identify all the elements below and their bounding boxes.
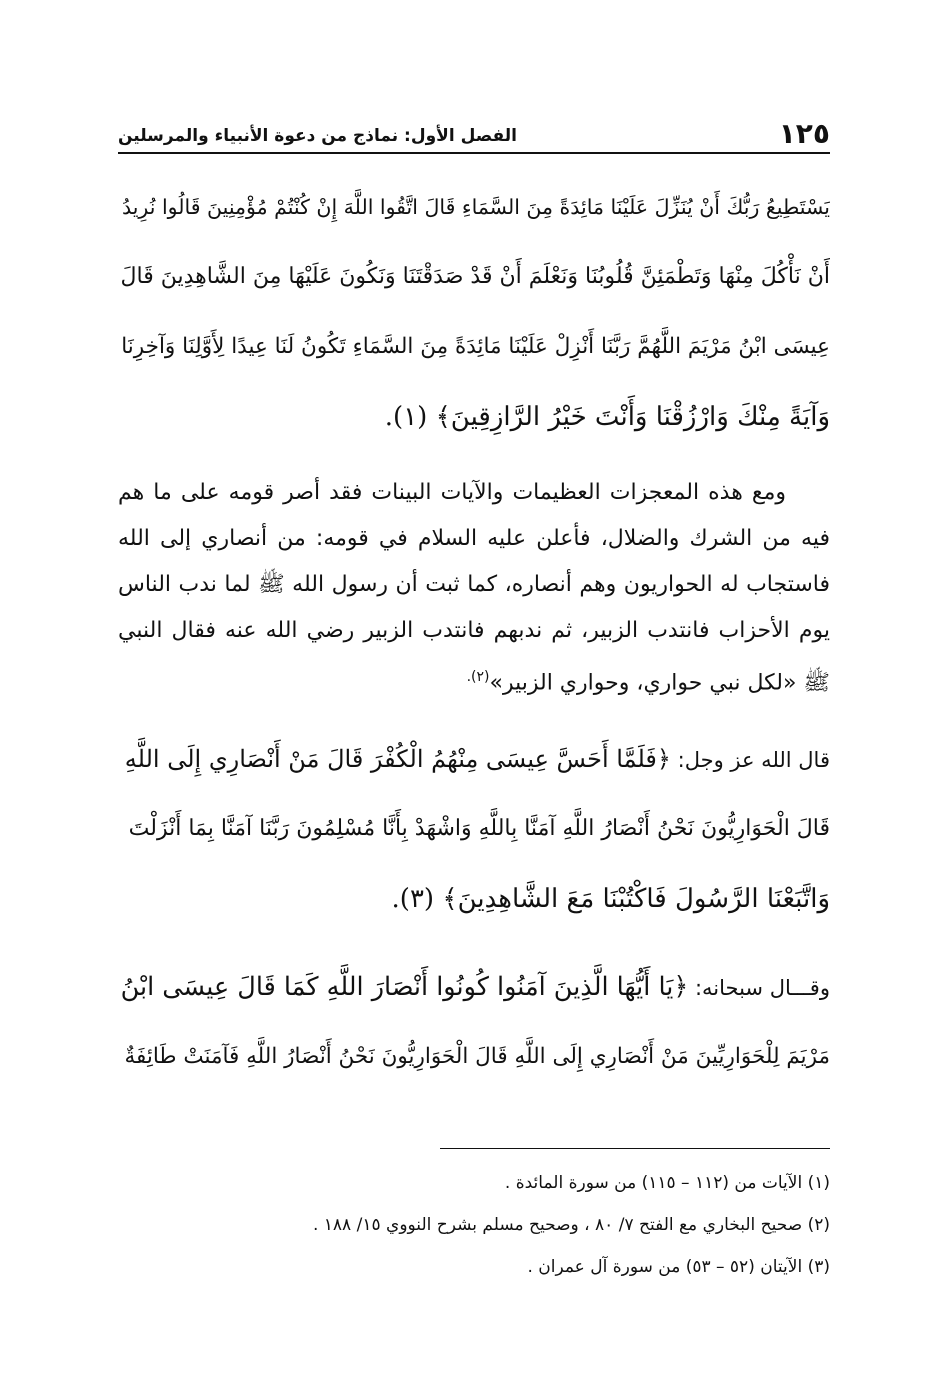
paragraph-text: ومع هذه المعجزات العظيمات والآيات البينات فقد أصر قومه على ما هم فيه من الشرك والضلال، فأعلن عليه السلام في قومه: من أنصاري إلى الله فاستجاب له الحواريون وهم أنصاره، كما ثبت أن رسول الله ﷺ لما ندب الناس يوم الأحزاب فانتدب الزبير، ثم ندبهم فانتدب الزبير رضي الله عنه فقال النبي ﷺ «لكل نبي حواري، وحواري الزبير» — [118, 480, 830, 696]
footnote-separator — [440, 1148, 830, 1149]
footnote-item: (٣) الآيتان (٥٢ – ٥٣) من سورة آل عمران . — [527, 1257, 830, 1277]
quran-line: أَنْ نَأْكُلَ مِنْهَا وَتَطْمَئِنَّ قُلُوبُنَا وَنَعْلَمَ أَنْ قَدْ صَدَقْتَنَا وَنَكُونَ عَلَيْهَا مِنَ الشَّاهِدِينَ قَالَ — [120, 264, 830, 289]
quran-line: مَرْيَمَ لِلْحَوَارِيِّينَ مَنْ أَنْصَارِي إِلَى اللَّهِ قَالَ الْحَوَارِيُّونَ نَحْنُ أَنْصَارُ اللَّهِ فَآمَنَتْ طَائِفَةٌ — [124, 1044, 830, 1070]
running-title: الفصل الأول: نماذج من دعوة الأنبياء والمرسلين — [118, 126, 517, 146]
quran-line: وَآيَةً مِنْكَ وَارْزُقْنَا وَأَنْتَ خَيْرُ الرَّازِقِينَ﴾ (١). — [384, 402, 830, 432]
page-body — [118, 160, 830, 1110]
quran-line: عِيسَى ابْنُ مَرْيَمَ اللَّهُمَّ رَبَّنَا أَنْزِلْ عَلَيْنَا مَائِدَةً مِنَ السَّمَاءِ تَكُونُ لَنَا عِيدًا لِأَوَّلِنَا وَآخِرِنَا — [121, 334, 830, 359]
page-header — [118, 110, 830, 150]
quran-line: قَالَ الْحَوَارِيُّونَ نَحْنُ أَنْصَارُ اللَّهِ آمَنَّا بِاللَّهِ وَاشْهَدْ بِأَنَّا مُسْلِمُونَ رَبَّنَا آمَنَّا بِمَا أَنْزَلْتَ — [128, 816, 830, 842]
quran-block-2 — [118, 724, 830, 934]
footnote-item: (٢) صحيح البخاري مع الفتح ٧/ ٨٠ ، وصحيح مسلم بشرح النووي ١٥/ ١٨٨ . — [312, 1215, 830, 1235]
footnote-ref: (٢). — [466, 669, 490, 685]
quran-text: ﴿فَلَمَّا أَحَسَّ عِيسَى مِنْهُمُ الْكُفْرَ قَالَ مَنْ أَنْصَارِي إِلَى اللَّهِ — [124, 745, 671, 774]
quran-text: ﴿يَا أَيُّهَا الَّذِينَ آمَنُوا كُونُوا أَنْصَارَ اللَّهِ كَمَا قَالَ عِيسَى ابْنُ — [120, 972, 689, 1003]
footnote-item: (١) الآيات من (١١٢ – ١١٥) من سورة المائدة . — [504, 1173, 830, 1193]
quran-line — [118, 724, 830, 794]
header-rule — [118, 152, 830, 154]
quran-intro: وقـــال سبحانه: — [688, 976, 830, 1001]
paragraph-1 — [118, 470, 830, 706]
quran-line — [118, 952, 830, 1022]
footnotes — [118, 1162, 830, 1288]
quran-intro: قال الله عز وجل: — [670, 748, 830, 773]
quran-block-1 — [118, 172, 830, 452]
page-number: ١٢٥ — [778, 117, 830, 150]
quran-block-3 — [118, 952, 830, 1092]
quran-line: وَاتَّبَعْنَا الرَّسُولَ فَاكْتُبْنَا مَعَ الشَّاهِدِينَ﴾ (٣). — [391, 884, 830, 915]
quran-line: يَسْتَطِيعُ رَبُّكَ أَنْ يُنَزِّلَ عَلَيْنَا مَائِدَةً مِنَ السَّمَاءِ قَالَ اتَّقُوا اللَّهَ إِنْ كُنْتُمْ مُؤْمِنِينَ قَالُوا نُرِيدُ — [121, 195, 830, 219]
